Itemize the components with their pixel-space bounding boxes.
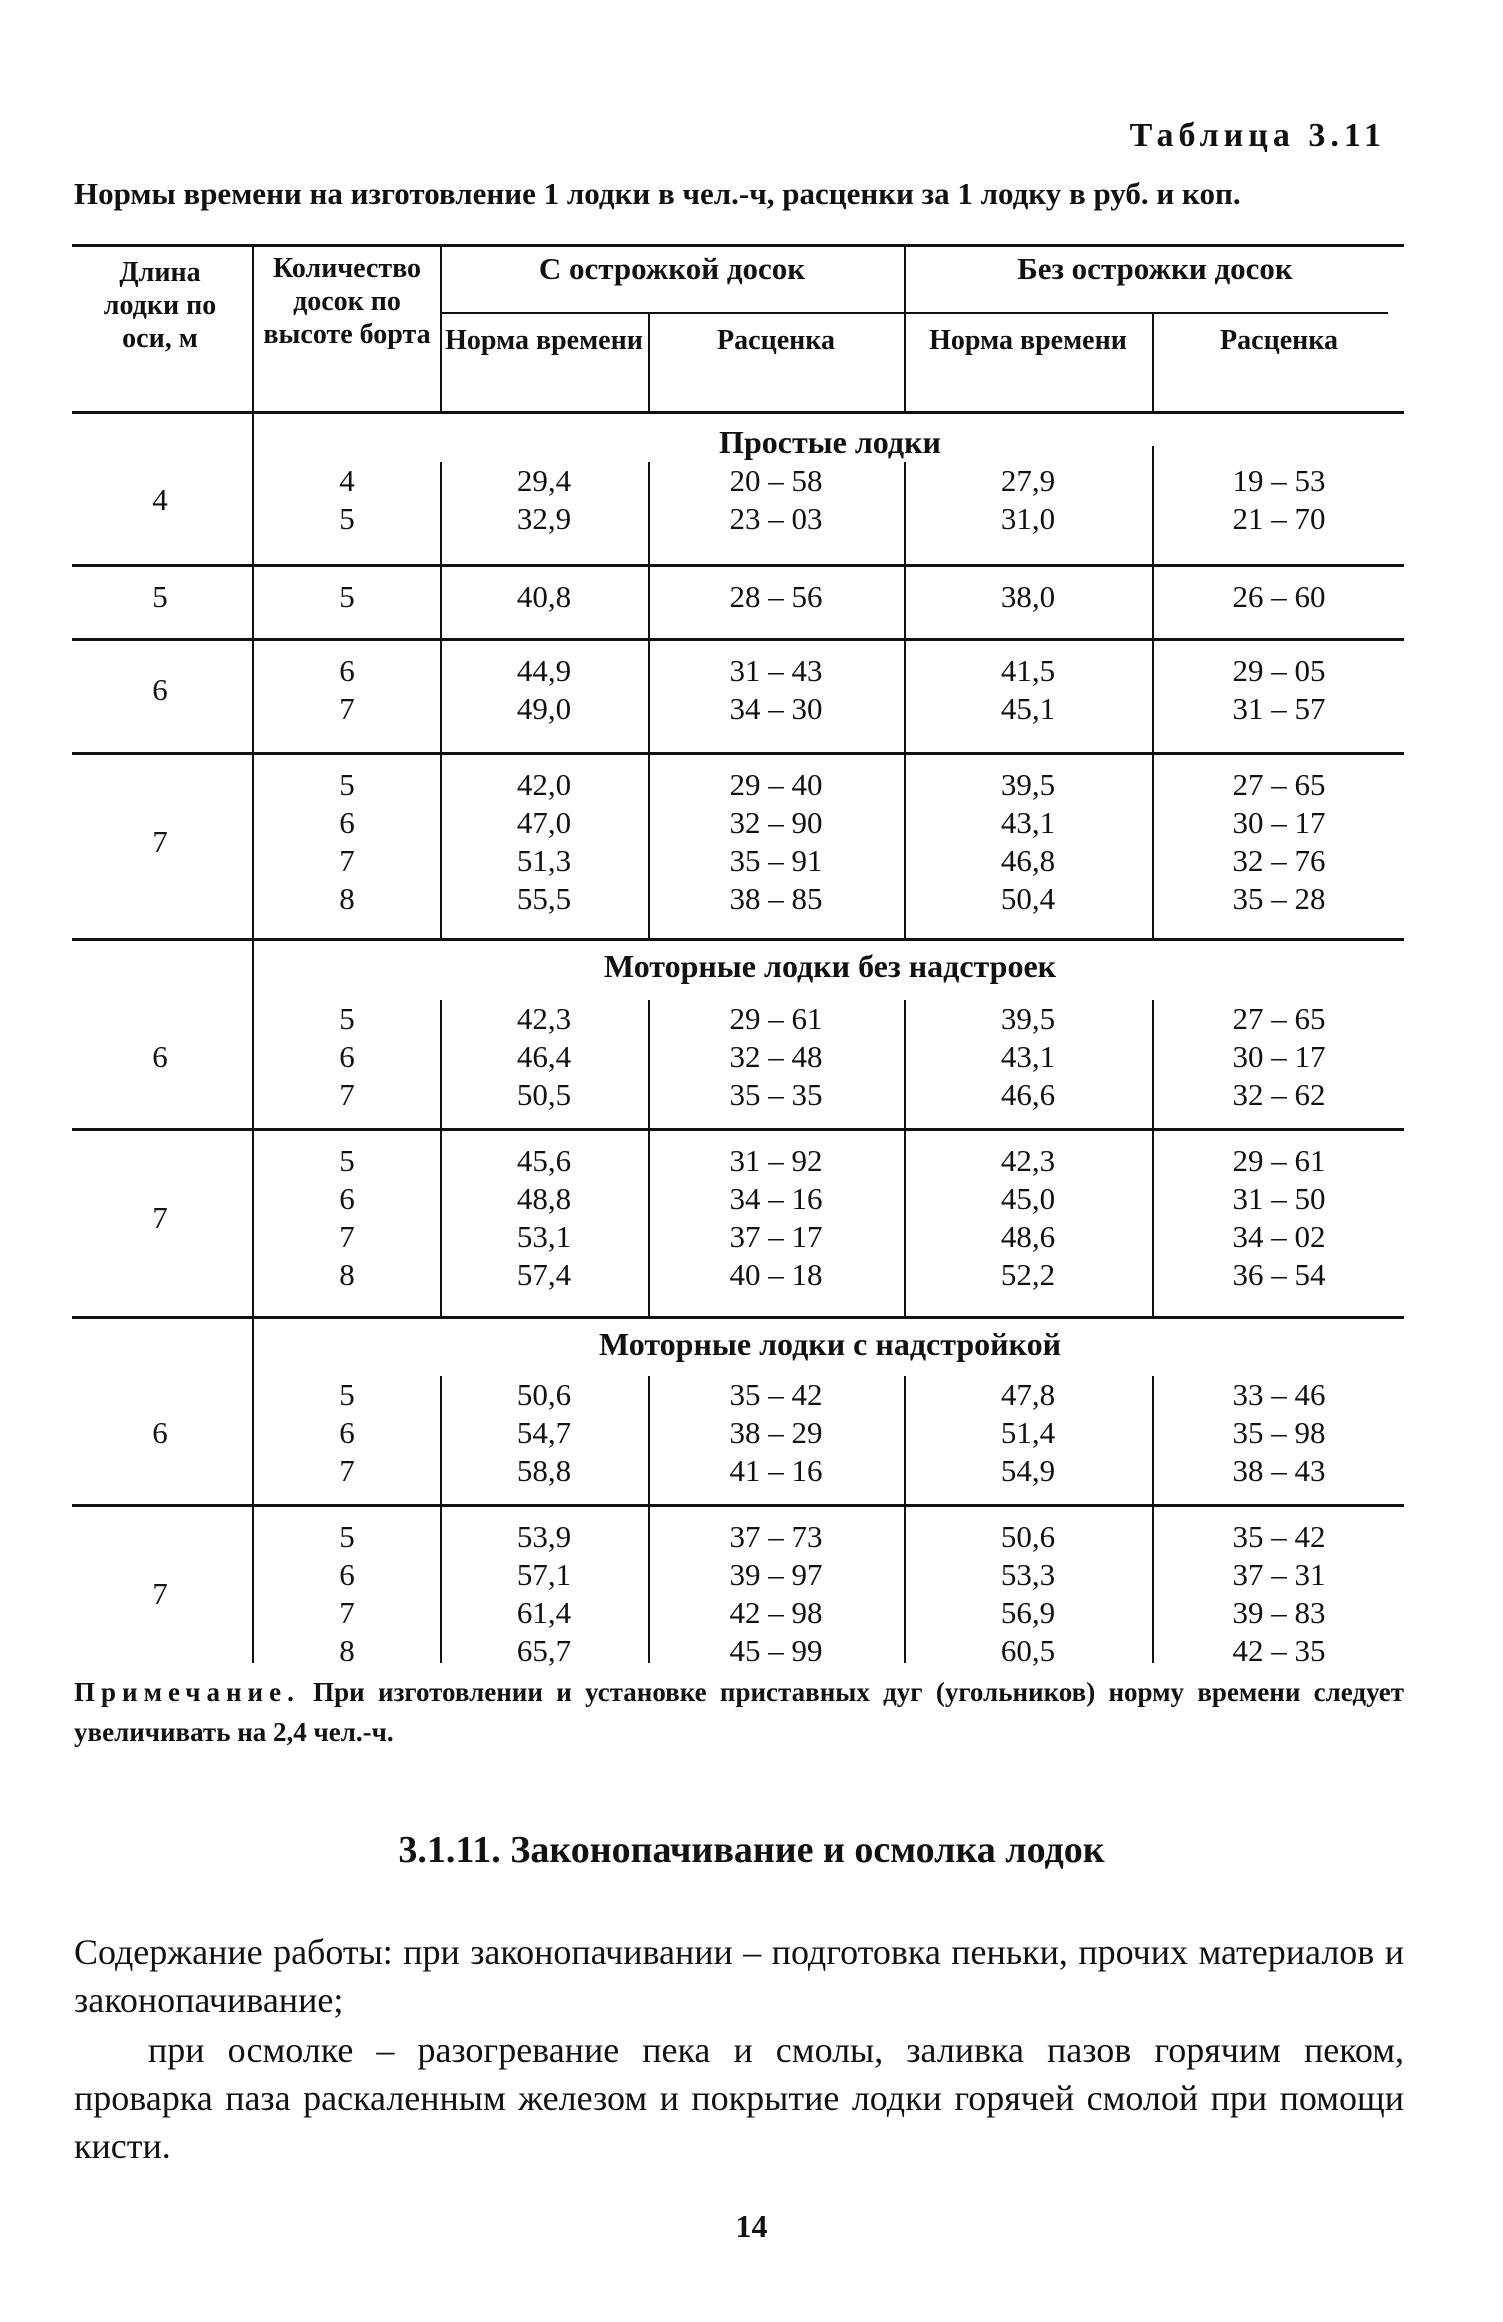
header-rate-1: Расценка xyxy=(717,325,835,356)
cell-boards: 7 xyxy=(339,1595,355,1630)
cell-n2: 51,4 xyxy=(1000,1415,1056,1450)
note-lead: Примечание. xyxy=(74,1677,300,1707)
cell-r1: 37 – 17 xyxy=(729,1219,823,1254)
note-text: При изготовлении и установке приставных дуг (угольников) норму времени следует увеличивать на 2,4 чел.-ч. xyxy=(74,1677,1405,1747)
cell-r2: 21 – 70 xyxy=(1232,501,1326,536)
block-rule xyxy=(72,938,1404,941)
cell-r1: 34 – 30 xyxy=(729,691,823,726)
cell-n1: 55,5 xyxy=(516,881,572,916)
cell-n1: 44,9 xyxy=(516,653,572,688)
cell-length: 7 xyxy=(152,1576,168,1611)
cell-n2: 47,8 xyxy=(1000,1377,1056,1412)
header-without-planing: Без острожки досок xyxy=(1017,251,1293,286)
cell-boards: 7 xyxy=(339,1077,355,1112)
cell-n1: 47,0 xyxy=(516,805,572,840)
cell-r2: 29 – 61 xyxy=(1232,1143,1326,1178)
header-mid-rule xyxy=(440,312,1388,314)
cell-n2: 46,6 xyxy=(1000,1077,1056,1112)
cell-r2: 29 – 05 xyxy=(1232,653,1326,688)
cell-r1: 35 – 35 xyxy=(729,1077,823,1112)
cell-n2: 50,4 xyxy=(1000,881,1056,916)
cell-boards: 6 xyxy=(339,1415,355,1450)
cell-r2: 27 – 65 xyxy=(1232,1001,1326,1036)
cell-n1: 48,8 xyxy=(516,1181,572,1216)
cell-r2: 39 – 83 xyxy=(1232,1595,1326,1630)
cell-n2: 42,3 xyxy=(1000,1143,1056,1178)
cell-n2: 45,1 xyxy=(1000,691,1056,726)
cell-r1: 29 – 40 xyxy=(729,767,823,802)
cell-n2: 43,1 xyxy=(1000,1039,1056,1074)
cell-boards: 8 xyxy=(339,1257,355,1292)
cell-r1: 29 – 61 xyxy=(729,1001,823,1036)
block-rule xyxy=(72,1128,1404,1131)
header-norm-1: Норма времени xyxy=(445,325,643,356)
group-title-motor-plain: Моторные лодки без надстроек xyxy=(603,948,1057,984)
cell-r2: 30 – 17 xyxy=(1232,1039,1326,1074)
cell-length: 4 xyxy=(152,482,168,517)
cell-n2: 52,2 xyxy=(1000,1257,1056,1292)
header-boards: Количество досок по высоте борта xyxy=(263,253,431,350)
cell-n1: 42,0 xyxy=(516,767,572,802)
cell-n1: 53,1 xyxy=(516,1219,572,1254)
header-norm-2: Норма времени xyxy=(929,325,1127,356)
cell-r2: 42 – 35 xyxy=(1232,1633,1326,1668)
body-divider-length xyxy=(252,413,254,1663)
cell-n1: 45,6 xyxy=(516,1143,572,1178)
header-with-planing: С острожкой досок xyxy=(538,251,806,286)
cell-n2: 53,3 xyxy=(1000,1557,1056,1592)
cell-r1: 35 – 42 xyxy=(729,1377,823,1412)
cell-length: 5 xyxy=(152,579,168,614)
cell-r1: 31 – 92 xyxy=(729,1143,823,1178)
cell-boards: 8 xyxy=(339,1633,355,1668)
block-rule xyxy=(72,1316,1404,1319)
cell-r2: 36 – 54 xyxy=(1232,1257,1326,1292)
cell-length: 7 xyxy=(152,824,168,859)
cell-n1: 61,4 xyxy=(516,1595,572,1630)
cell-boards: 6 xyxy=(339,1557,355,1592)
cell-length: 6 xyxy=(152,1039,168,1074)
cell-length: 6 xyxy=(152,1415,168,1450)
cell-n1: 42,3 xyxy=(516,1001,572,1036)
cell-r2: 19 – 53 xyxy=(1232,463,1326,498)
cell-n2: 39,5 xyxy=(1000,767,1056,802)
cell-n2: 48,6 xyxy=(1000,1219,1056,1254)
cell-r1: 41 – 16 xyxy=(729,1453,823,1488)
cell-n2: 46,8 xyxy=(1000,843,1056,878)
cell-r2: 35 – 42 xyxy=(1232,1519,1326,1554)
cell-boards: 5 xyxy=(339,1519,355,1554)
cell-boards: 5 xyxy=(339,501,355,536)
header-length: Длина лодки по оси, м xyxy=(103,257,217,354)
table-caption: Нормы времени на изготовление 1 лодки в чел.-ч, расценки за 1 лодку в руб. и коп. xyxy=(74,176,1241,211)
cell-r2: 35 – 28 xyxy=(1232,881,1326,916)
cell-n2: 41,5 xyxy=(1000,653,1056,688)
group-title-simple: Простые лодки xyxy=(719,424,941,460)
cell-n2: 56,9 xyxy=(1000,1595,1056,1630)
table-label: Таблица 3.11 xyxy=(1129,117,1386,154)
cell-r2: 34 – 02 xyxy=(1232,1219,1326,1254)
cell-boards: 6 xyxy=(339,1181,355,1216)
cell-boards: 5 xyxy=(339,1001,355,1036)
cell-r1: 20 – 58 xyxy=(729,463,823,498)
cell-boards: 8 xyxy=(339,881,355,916)
cell-boards: 6 xyxy=(339,653,355,688)
cell-boards: 7 xyxy=(339,691,355,726)
cell-n1: 29,4 xyxy=(516,463,572,498)
cell-r1: 32 – 90 xyxy=(729,805,823,840)
cell-r1: 23 – 03 xyxy=(729,501,823,536)
cell-n2: 45,0 xyxy=(1000,1181,1056,1216)
cell-boards: 5 xyxy=(339,1143,355,1178)
cell-r2: 31 – 50 xyxy=(1232,1181,1326,1216)
cell-r1: 31 – 43 xyxy=(729,653,823,688)
cell-n1: 32,9 xyxy=(516,501,572,536)
section-title: 3.1.11. Законопачивание и осмолка лодок xyxy=(398,1829,1105,1871)
cell-r2: 32 – 62 xyxy=(1232,1077,1326,1112)
block-rule xyxy=(72,564,1404,567)
cell-n2: 31,0 xyxy=(1000,501,1056,536)
cell-r1: 40 – 18 xyxy=(729,1257,823,1292)
cell-n1: 49,0 xyxy=(516,691,572,726)
cell-boards: 7 xyxy=(339,1453,355,1488)
cell-n1: 40,8 xyxy=(516,579,572,614)
block-rule xyxy=(72,752,1404,755)
cell-n2: 54,9 xyxy=(1000,1453,1056,1488)
cell-r1: 37 – 73 xyxy=(729,1519,823,1554)
cell-n2: 27,9 xyxy=(1000,463,1056,498)
cell-r1: 39 – 97 xyxy=(729,1557,823,1592)
cell-boards: 6 xyxy=(339,805,355,840)
table-note xyxy=(74,1672,1404,1752)
cell-r1: 38 – 29 xyxy=(729,1415,823,1450)
group-title-motor-super: Моторные лодки с надстройкой xyxy=(599,1326,1061,1362)
cell-r2: 31 – 57 xyxy=(1232,691,1326,726)
cell-r1: 35 – 91 xyxy=(729,843,823,878)
page-number: 14 xyxy=(735,2208,768,2244)
cell-r2: 27 – 65 xyxy=(1232,767,1326,802)
cell-r2: 30 – 17 xyxy=(1232,805,1326,840)
cell-r1: 42 – 98 xyxy=(729,1595,823,1630)
cell-r2: 26 – 60 xyxy=(1232,579,1326,614)
cell-r2: 32 – 76 xyxy=(1232,843,1326,878)
cell-n1: 65,7 xyxy=(516,1633,572,1668)
cell-boards: 5 xyxy=(339,1377,355,1412)
cell-n1: 57,4 xyxy=(516,1257,572,1292)
cell-n2: 39,5 xyxy=(1000,1001,1056,1036)
paragraph-content: Содержание работы: при законопачивании – подготовка пеньки, прочих материалов и законопачивание; xyxy=(74,1932,1404,2020)
cell-boards: 4 xyxy=(339,463,355,498)
cell-r1: 32 – 48 xyxy=(729,1039,823,1074)
header-divider-1 xyxy=(252,246,254,411)
cell-n1: 58,8 xyxy=(516,1453,572,1488)
header-bottom-rule xyxy=(72,411,1404,414)
cell-n1: 53,9 xyxy=(516,1519,572,1554)
cell-n2: 50,6 xyxy=(1000,1519,1056,1554)
cell-boards: 6 xyxy=(339,1039,355,1074)
block-rule xyxy=(72,638,1404,641)
cell-r2: 35 – 98 xyxy=(1232,1415,1326,1450)
cell-boards: 7 xyxy=(339,843,355,878)
cell-r1: 28 – 56 xyxy=(729,579,823,614)
cell-length: 6 xyxy=(152,672,168,707)
cell-n2: 38,0 xyxy=(1000,579,1056,614)
cell-r1: 34 – 16 xyxy=(729,1181,823,1216)
table-top-rule xyxy=(72,244,1404,247)
cell-r2: 38 – 43 xyxy=(1232,1453,1326,1488)
cell-n2: 60,5 xyxy=(1000,1633,1056,1668)
cell-n1: 46,4 xyxy=(516,1039,572,1074)
cell-n1: 50,6 xyxy=(516,1377,572,1412)
cell-n1: 50,5 xyxy=(516,1077,572,1112)
cell-r1: 38 – 85 xyxy=(729,881,823,916)
cell-length: 7 xyxy=(152,1200,168,1235)
cell-boards: 5 xyxy=(339,579,355,614)
cell-r2: 33 – 46 xyxy=(1232,1377,1326,1412)
paragraph-tarring: при осмолке – разогревание пека и смолы, заливка пазов горячим пеком, проварка паза раскаленным железом и покрытие лодки горячей смолой при помощи кисти. xyxy=(74,2030,1404,2166)
cell-n2: 43,1 xyxy=(1000,805,1056,840)
header-rate-2: Расценка xyxy=(1220,325,1338,356)
cell-n1: 51,3 xyxy=(516,843,572,878)
cell-r1: 45 – 99 xyxy=(729,1633,823,1668)
block-rule xyxy=(72,1504,1404,1507)
cell-n1: 57,1 xyxy=(516,1557,572,1592)
cell-n1: 54,7 xyxy=(516,1415,572,1450)
cell-boards: 5 xyxy=(339,767,355,802)
cell-boards: 7 xyxy=(339,1219,355,1254)
cell-r2: 37 – 31 xyxy=(1232,1557,1326,1592)
